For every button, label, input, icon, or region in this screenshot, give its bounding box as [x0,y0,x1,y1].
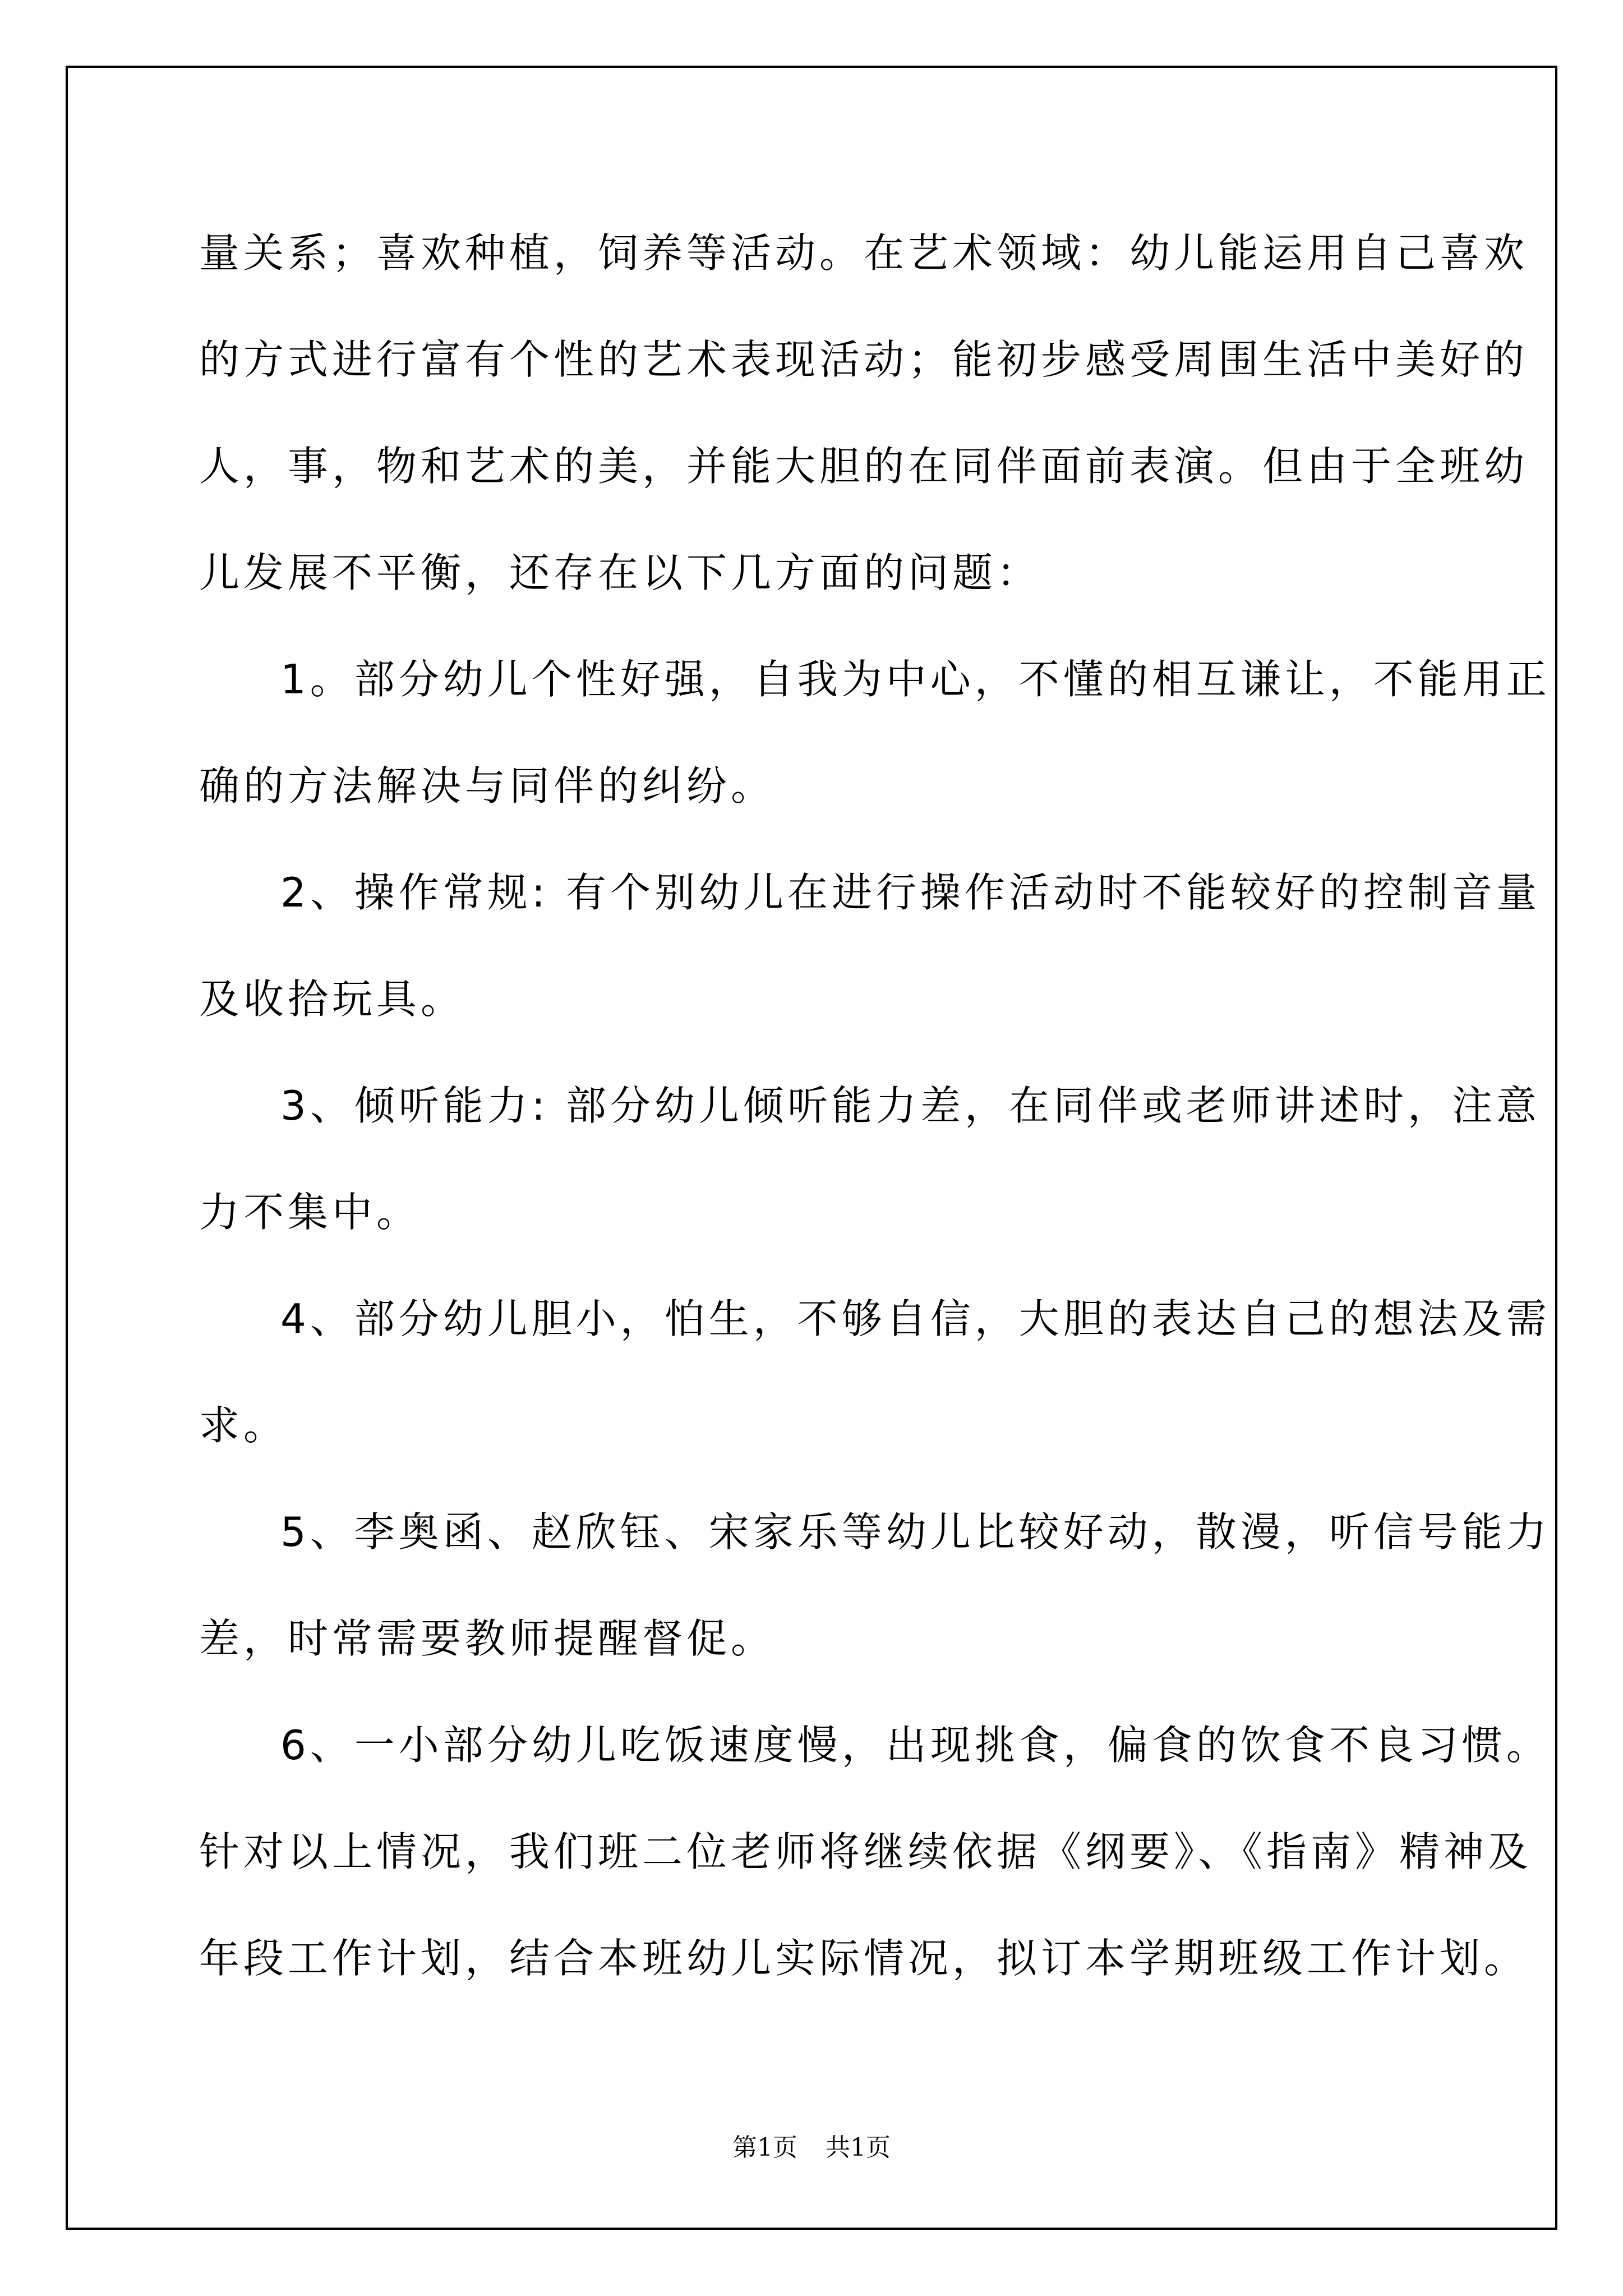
page-total: 共1页 [826,2133,891,2162]
text-line-4: 儿发展不平衡，还存在以下几方面的问题： [199,549,1041,596]
list-item-1-line-1: 1。部分幼儿个性好强，自我为中心，不懂的相互谦让，不能用正 [280,656,1551,703]
list-item-1-line-2: 确的方法解决与同伴的纠纷。 [199,762,776,809]
list-item-2-line-1: 2、操作常规: 有个别幼儿在进行操作活动时不能较好的控制音量 [280,869,1541,916]
text-line-1: 量关系；喜欢种植，饲养等活动。在艺术领域：幼儿能运用自己喜欢 [199,229,1529,277]
list-item-5-line-1: 5、李奥函、赵欣钰、宋家乐等幼儿比较好动，散漫，听信号能力 [280,1508,1551,1556]
list-item-6-line-1: 6、一小部分幼儿吃饭速度慢，出现挑食，偏食的饮食不良习惯。 [280,1722,1551,1769]
text-line-2: 的方式进行富有个性的艺术表现活动；能初步感受周围生活中美好的 [199,336,1529,383]
page-footer [0,2127,1623,2163]
list-item-4-line-1: 4、部分幼儿胆小，怕生，不够自信，大胆的表达自己的想法及需 [280,1295,1551,1342]
page-border [66,66,1557,2230]
list-item-3-line-2: 力不集中。 [199,1189,421,1236]
text-line-3: 人，事，物和艺术的美，并能大胆的在同伴面前表演。但由于全班幼 [199,443,1529,490]
closing-line-2: 年段工作计划，结合本班幼儿实际情况，拟订本学期班级工作计划。 [199,1935,1529,1982]
list-item-3-line-1: 3、倾听能力: 部分幼儿倾听能力差，在同伴或老师讲述时，注意 [280,1082,1541,1129]
page-number: 第1页 [732,2133,797,2162]
list-item-5-line-2: 差，时常需要教师提醒督促。 [199,1615,776,1662]
closing-line-1: 针对以上情况，我们班二位老师将继续依据《纲要》、《指南》精神及 [199,1828,1533,1875]
list-item-2-line-2: 及收拾玩具。 [199,976,465,1023]
list-item-4-line-2: 求。 [199,1402,288,1449]
